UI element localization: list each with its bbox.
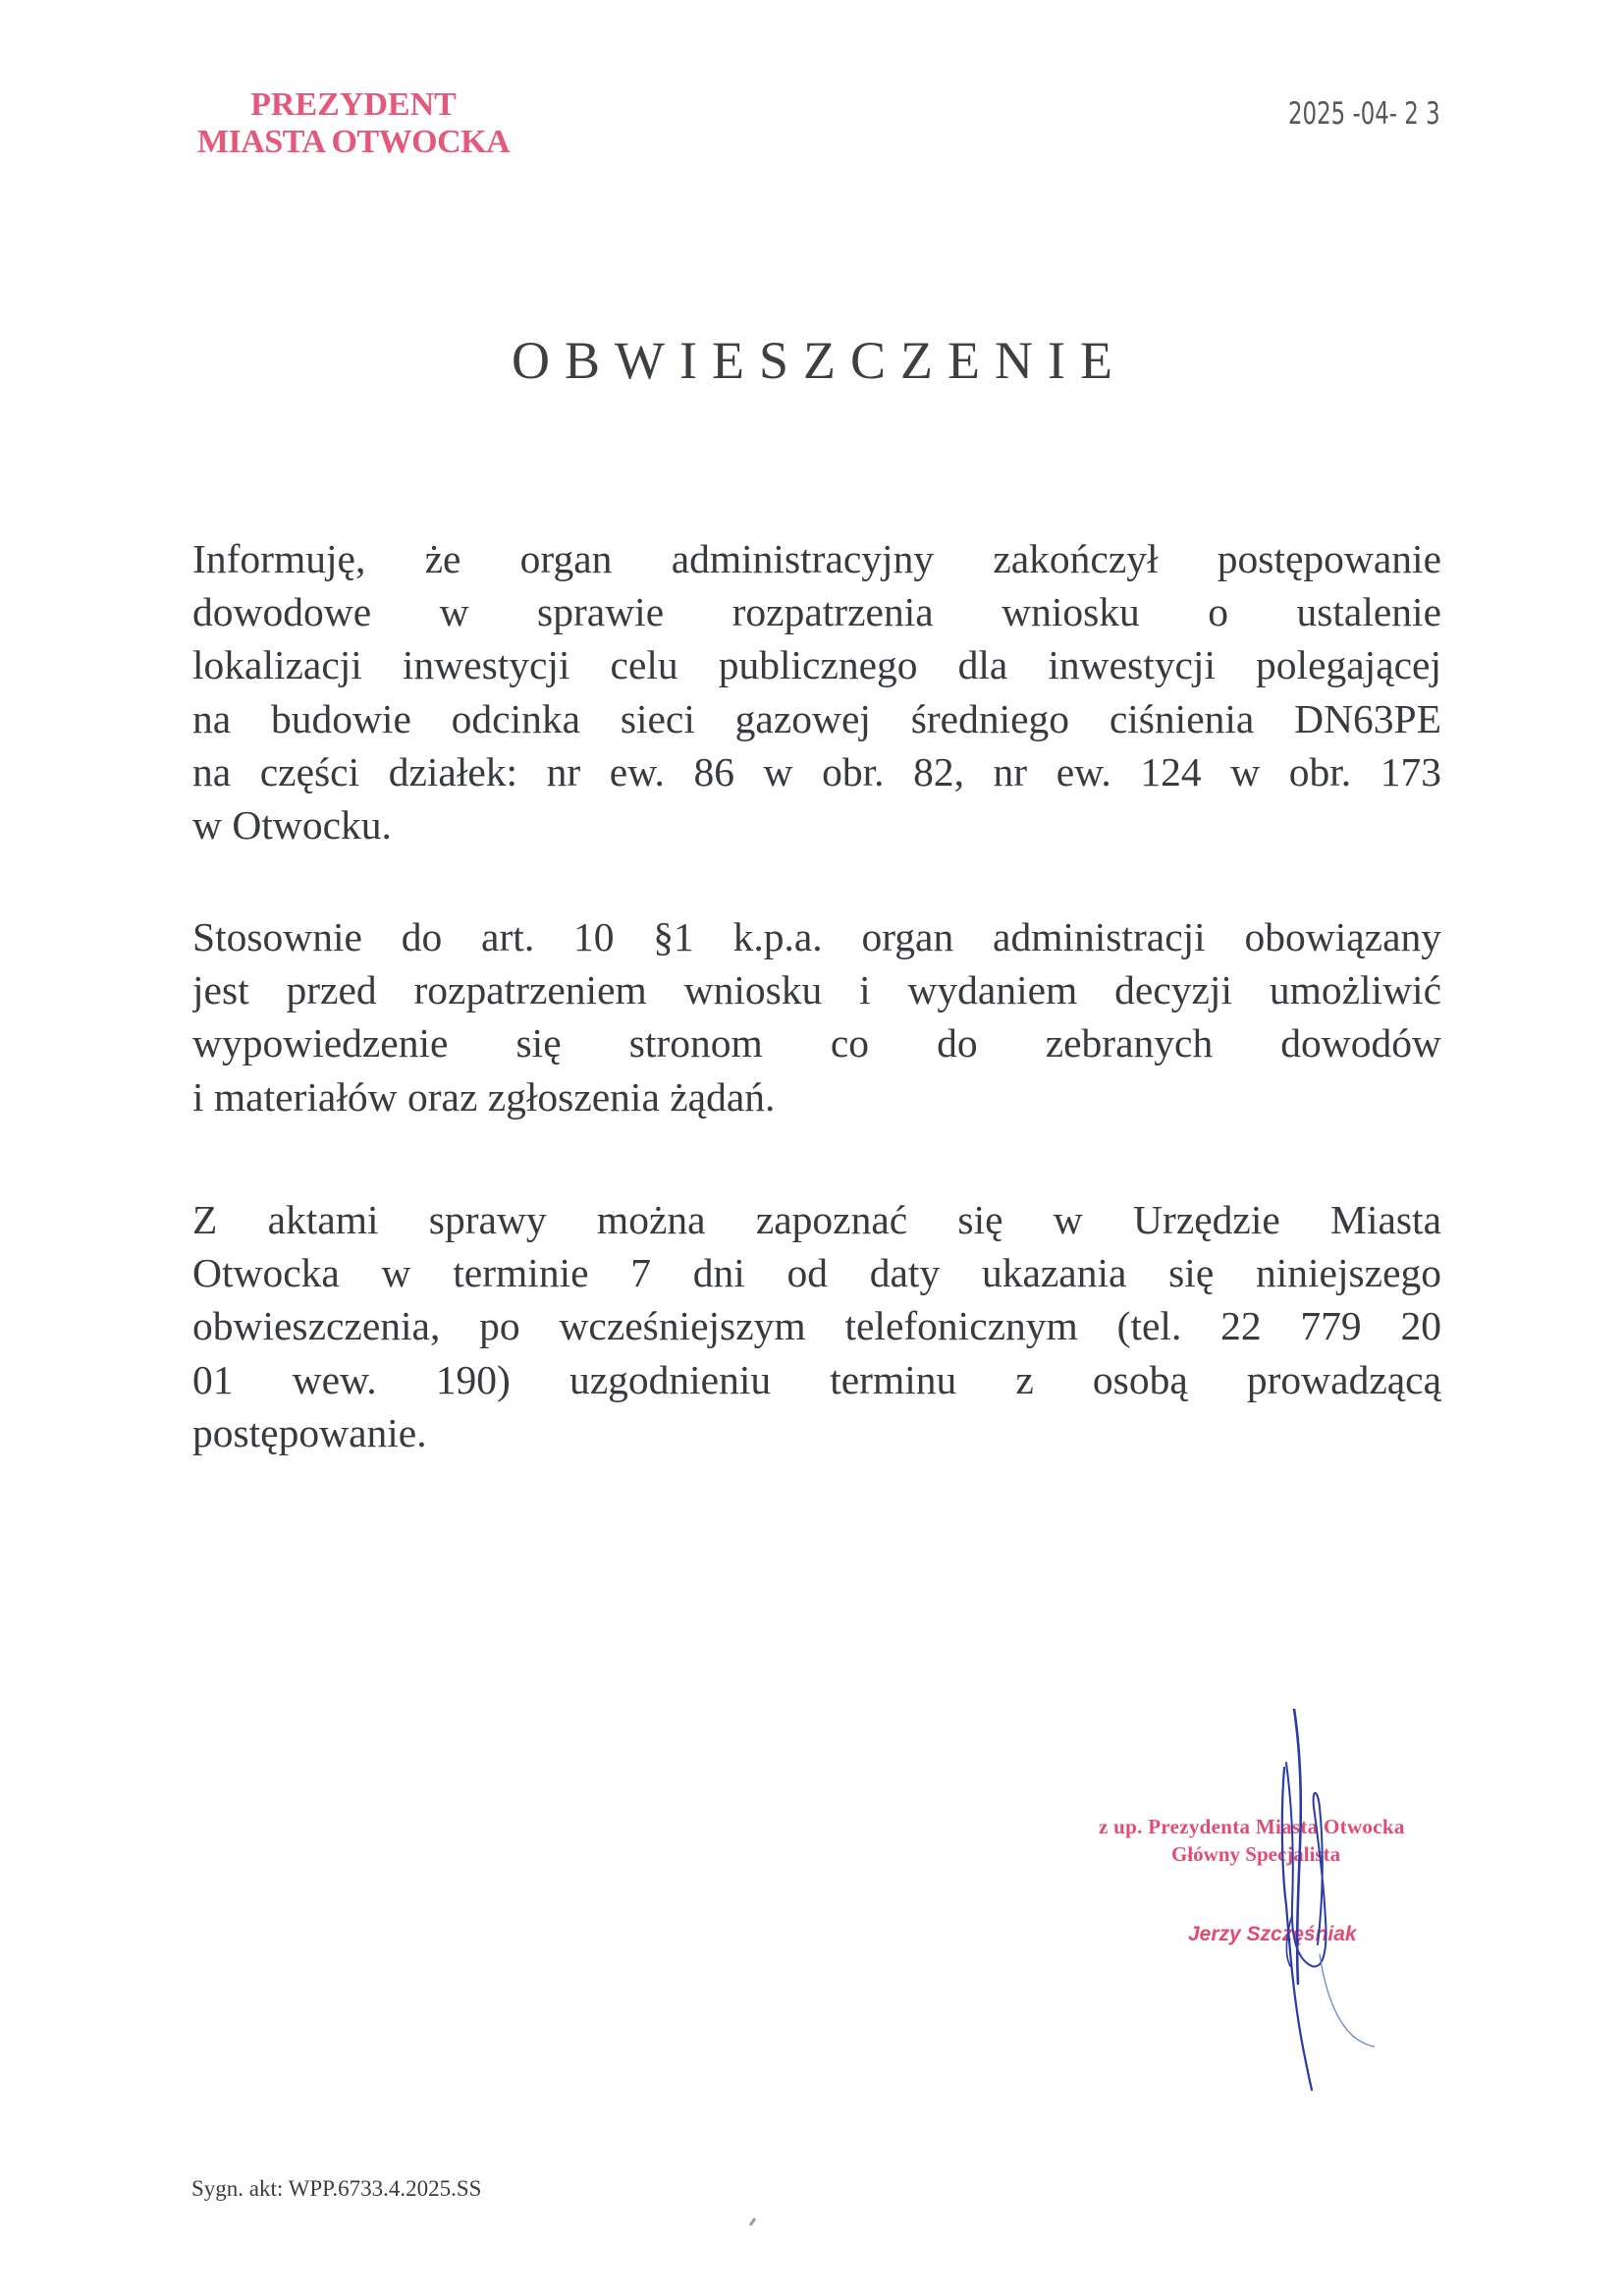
paragraph-line: Informuję, że organ administracyjny zakończył postępowanie xyxy=(192,536,1441,581)
scan-speck xyxy=(749,2217,757,2226)
paragraph-line: obwieszczenia, po wcześniejszym telefonicznym (tel. 22 779 20 xyxy=(192,1303,1441,1349)
signature-stamp-position: Główny Specjalista xyxy=(1171,1842,1341,1866)
signature-stamp-authority: z up. Prezydenta Miasta Otwocka xyxy=(1099,1815,1405,1838)
paragraph-line: jest przed rozpatrzeniem wniosku i wydaniem decyzji umożliwić xyxy=(192,967,1441,1013)
handwritten-signature xyxy=(1257,1709,1375,2092)
paragraph-line: Otwocka w terminie 7 dni od daty ukazania się niniejszego xyxy=(192,1250,1441,1296)
header-stamp-line2: MIASTA OTWOCKA xyxy=(196,124,511,161)
paragraph-line: Z aktami sprawy można zapoznać się w Urzędzie Miasta xyxy=(192,1197,1441,1242)
paragraph-3 xyxy=(192,1193,1441,1459)
paragraph-2 xyxy=(192,910,1441,1123)
paragraph-1 xyxy=(192,532,1441,851)
paragraph-line: na budowie odcinka sieci gazowej średniego ciśnienia DN63PE xyxy=(192,695,1441,741)
paragraph-line: postępowanie. xyxy=(192,1409,427,1455)
paragraph-line: na części działek: nr ew. 86 w obr. 82, nr ew. 124 w obr. 173 xyxy=(192,748,1441,794)
paragraph-line: 01 wew. 190) uzgodnieniu terminu z osobą prowadzącą xyxy=(192,1356,1441,1402)
paragraph-line: lokalizacji inwestycji celu publicznego dla inwestycji polegającej xyxy=(192,642,1441,688)
header-stamp xyxy=(157,86,550,161)
signature-stamp-name: Jerzy Szczęśniak xyxy=(1188,1923,1357,1945)
paragraph-line: i materiałów oraz zgłoszenia żądań. xyxy=(192,1073,776,1120)
header-stamp-line1: PREZYDENT xyxy=(250,86,457,123)
document-title: OBWIESZCZENIE xyxy=(512,331,1127,390)
paragraph-line: dowodowe w sprawie rozpatrzenia wniosku o ustalenie xyxy=(192,589,1441,635)
date-stamp: 2025 -04- 2 3 xyxy=(1288,96,1440,132)
paragraph-line: wypowiedzenie się stronom co do zebranych dowodów xyxy=(192,1020,1441,1066)
paragraph-line: w Otwocku. xyxy=(192,801,392,847)
signature-stroke xyxy=(1286,1763,1326,1966)
paragraph-line: Stosownie do art. 10 §1 k.p.a. organ administracji obowiązany xyxy=(192,914,1441,959)
signature-stroke xyxy=(1320,1954,1375,2047)
case-reference: Sygn. akt: WPP.6733.4.2025.SS xyxy=(191,2176,482,2201)
